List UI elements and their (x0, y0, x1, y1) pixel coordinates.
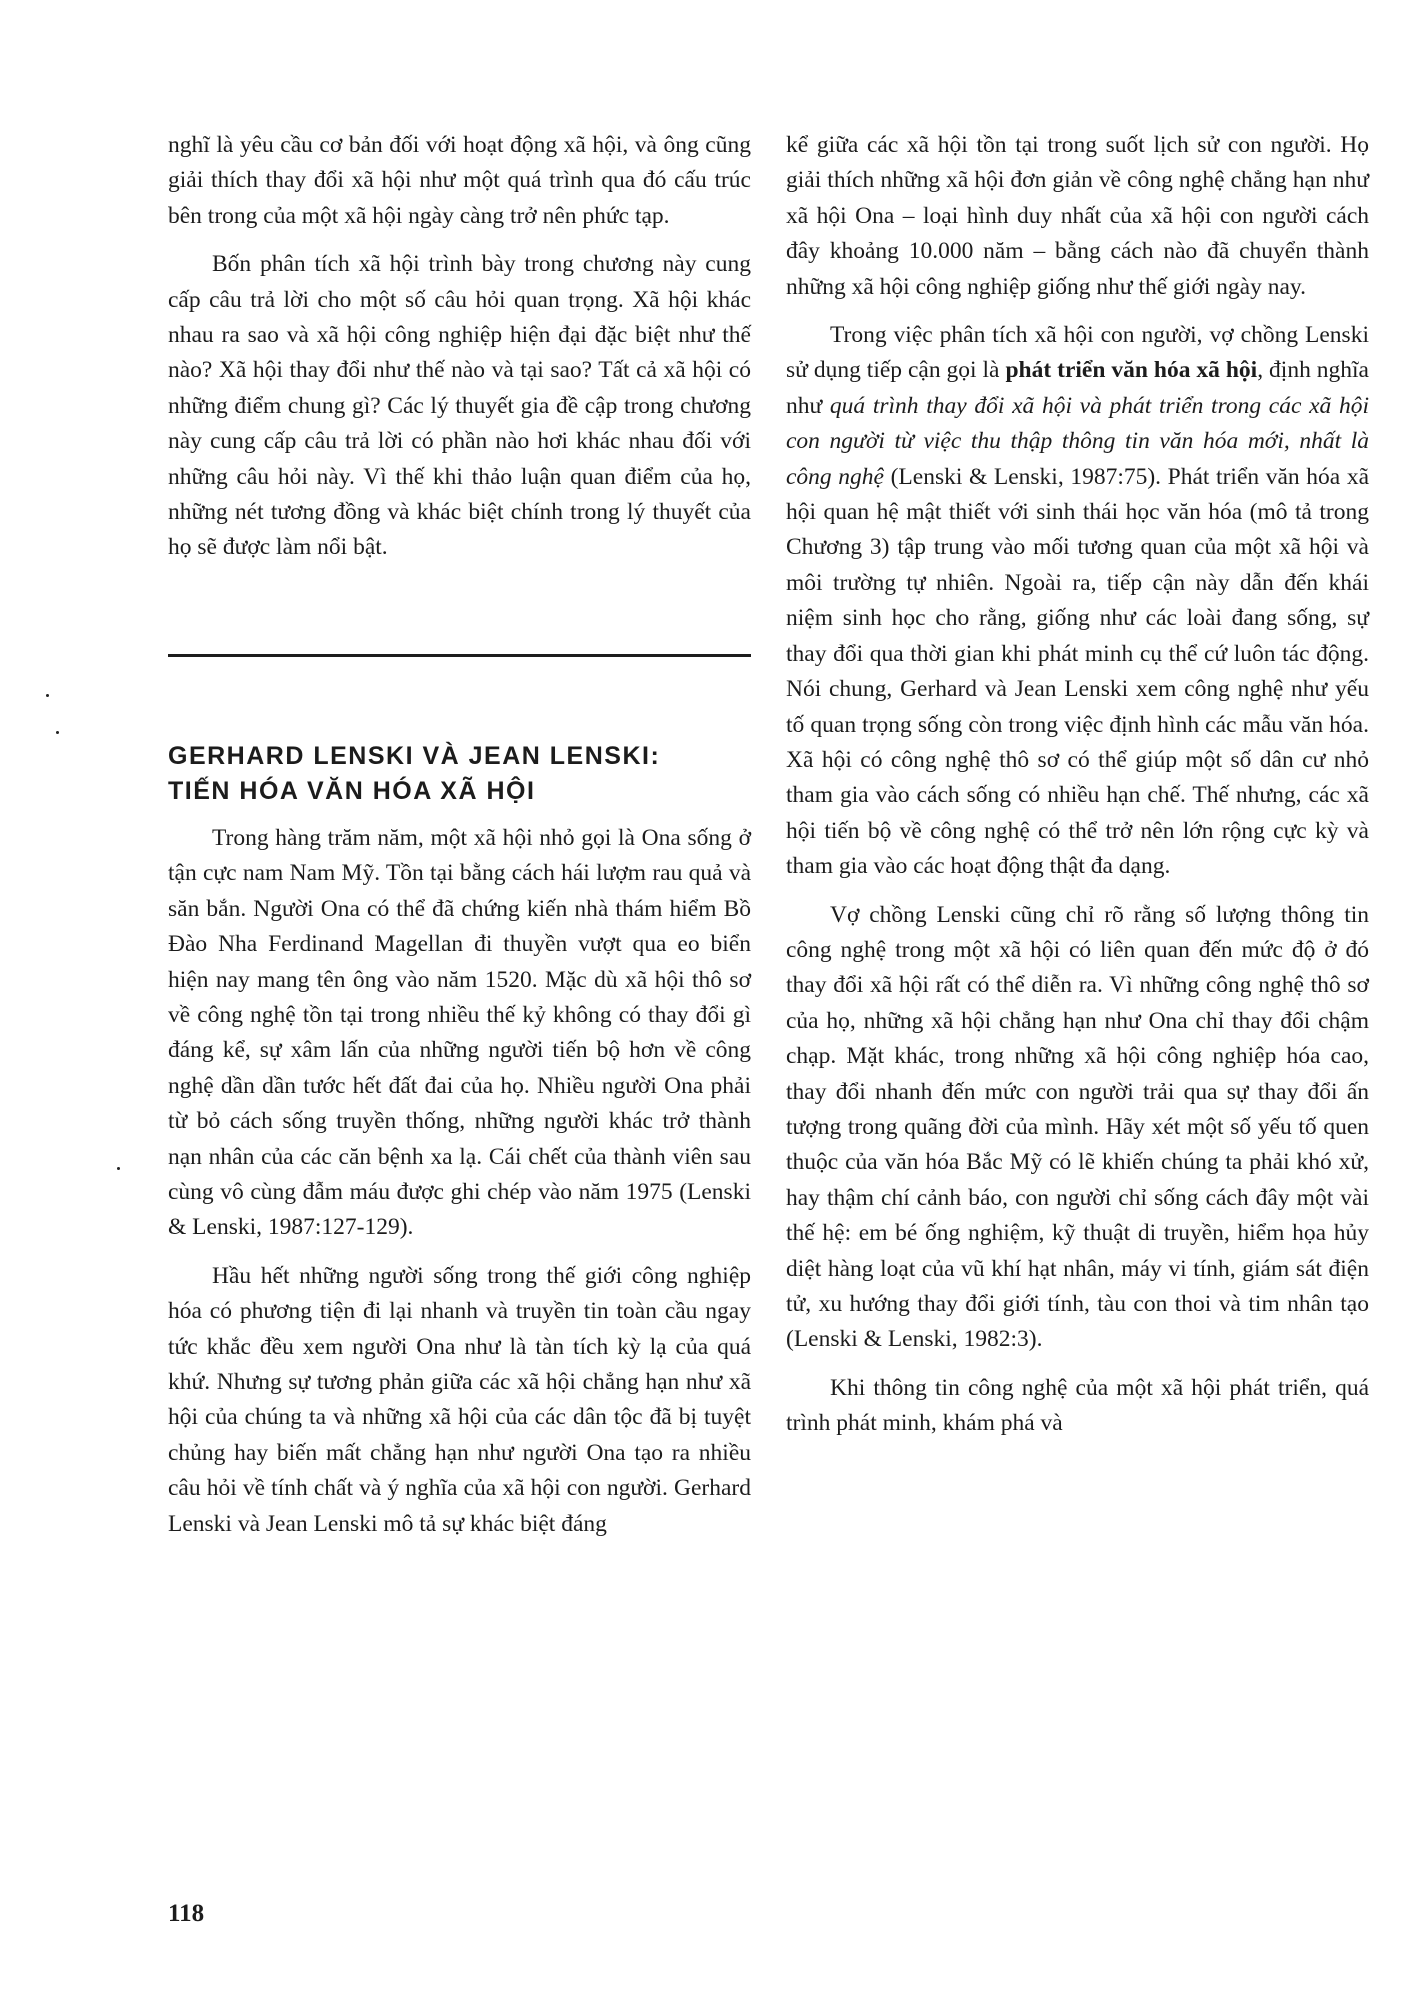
right-column (786, 128, 1369, 1455)
paragraph: nghĩ là yêu cầu cơ bản đối với hoạt động xã hội, và ông cũng giải thích thay đổi xã hội như một quá trình qua đó cấu trúc bên trong của một xã hội ngày càng trở nên phức tạp. (168, 132, 751, 229)
paragraph: Trong hàng trăm năm, một xã hội nhỏ gọi là Ona sống ở tận cực nam Nam Mỹ. Tồn tại bằng cách hái lượm rau quả và săn bắn. Người Ona có thể đã chứng kiến nhà thám hiểm Bồ Đào Nha Ferdinand Magellan đi thuyền vượt qua eo biển hiện nay mang tên ông vào năm 1520. Mặc dù xã hội thô sơ về công nghệ tồn tại trong nhiều thế kỷ không có thay đổi gì đáng kể, sự xâm lấn của những người tiến bộ hơn về công nghệ dần dần tước hết đất đai của họ. Nhiều người Ona phải từ bỏ cách sống truyền thống, những người khác trở thành nạn nhân của các căn bệnh xa lạ. Cái chết của thành viên sau cùng vô cùng đẫm máu được ghi chép vào năm 1975 (Lenski & Lenski, 1987:127-129). (168, 824, 751, 1241)
text-run: (Lenski & Lenski, 1987:75). Phát triển văn hóa xã hội quan hệ mật thiết với sinh thái học văn hóa (mô tả trong Chương 3) tập trung vào mối tương quan của một xã hội và môi trường tự nhiên. Ngoài ra, tiếp cận này dẫn đến khái niệm sinh học cho rằng, giống như các loài đang sống, sự thay đổi qua thời gian khi phát minh cụ thể cứ luôn tác động. Nói chung, Gerhard và Jean Lenski xem công nghệ như yếu tố quan trọng sống còn trong việc định hình các mẫu văn hóa. Xã hội có công nghệ thô sơ có thể giúp một số dân cư nhỏ tham gia vào cách sống có nhiều hạn chế. Thế nhưng, các xã hội tiến bộ về công nghệ có thể trở nên lớn rộng cực kỳ và tham gia vào các hoạt động thật đa dạng. (786, 463, 1369, 880)
section-heading-line: TIẾN HÓA VĂN HÓA XÃ HỘI (168, 776, 536, 805)
paragraph: Bốn phân tích xã hội trình bày trong chương này cung cấp câu trả lời cho một số câu hỏi quan trọng. Xã hội khác nhau ra sao và xã hội công nghiệp hiện đại đặc biệt như thế nào? Xã hội thay đổi như thế nào và tại sao? Tất cả xã hội có những điểm chung gì? Các lý thuyết gia đề cập trong chương này cung cấp câu trả lời có phần nào hơi khác nhau đối với những câu hỏi này. Vì thế khi thảo luận quan điểm của họ, những nét tương đồng và khác biệt chính trong lý thuyết của họ sẽ được làm nổi bật. (168, 251, 751, 561)
scan-speck (56, 731, 59, 734)
section-heading (168, 739, 751, 809)
paragraph (786, 318, 1369, 885)
definition: quá trình thay đổi xã hội và phát triển trong các xã hội con người từ việc thu thập thông tin văn hóa mới, nhất là công nghệ (786, 392, 1369, 490)
key-term: phát triển văn hóa xã hội (1005, 357, 1258, 384)
paragraph: Hầu hết những người sống trong thế giới công nghiệp hóa có phương tiện đi lại nhanh và truyền tin toàn cầu ngay tức khắc đều xem người Ona như là tàn tích kỳ lạ của quá khứ. Nhưng sự tương phản giữa các xã hội chẳng hạn như xã hội của chúng ta và những xã hội của các dân tộc đã bị tuyệt chủng hay biến mất chẳng hạn như người Ona tạo ra nhiều câu hỏi về tính chất và ý nghĩa của xã hội con người. Gerhard Lenski và Jean Lenski mô tả sự khác biệt đáng (168, 1262, 751, 1537)
page-number: 118 (168, 1900, 205, 1927)
text-run: Trong việc phân tích xã hội con người, vợ chồng Lenski sử dụng tiếp cận gọi là (786, 322, 1369, 384)
section-heading-line: GERHARD LENSKI VÀ JEAN LENSKI: (168, 741, 661, 770)
text-run: , định nghĩa như (786, 357, 1369, 419)
paragraph: Khi thông tin công nghệ của một xã hội phát triển, quá trình phát minh, khám phá và (786, 1374, 1369, 1437)
paragraph: kể giữa các xã hội tồn tại trong suốt lịch sử con người. Họ giải thích những xã hội đơn giản về công nghệ chẳng hạn như xã hội Ona – loại hình duy nhất của xã hội con người cách đây khoảng 10.000 năm – bằng cách nào đã chuyển thành những xã hội công nghiệp giống như thế giới ngày nay. (786, 132, 1369, 300)
section-divider (168, 654, 751, 657)
scan-speck (117, 1167, 120, 1170)
paragraph: Vợ chồng Lenski cũng chỉ rõ rằng số lượng thông tin công nghệ trong một xã hội có liên quan đến mức độ ở đó thay đổi xã hội rất có thể diễn ra. Vì những công nghệ thô sơ của họ, những xã hội chẳng hạn như Ona chỉ thay đổi chậm chạp. Mặt khác, trong những xã hội công nghiệp hóa cao, thay đổi nhanh đến mức con người trải qua sự thay đổi ấn tượng trong quãng đời của mình. Hãy xét một số yếu tố quen thuộc của văn hóa Bắc Mỹ có lẽ khiến chúng ta phải khó xử, hay thậm chí cảnh báo, con người chỉ sống cách đây một vài thế hệ: em bé ống nghiệm, kỹ thuật di truyền, hiểm họa hủy diệt hàng loạt của vũ khí hạt nhân, máy vi tính, giám sát điện tử, xu hướng thay đổi giới tính, tàu con thoi và tim nhân tạo (Lenski & Lenski, 1982:3). (786, 901, 1369, 1353)
left-column (168, 128, 751, 1555)
scan-speck (46, 694, 49, 697)
